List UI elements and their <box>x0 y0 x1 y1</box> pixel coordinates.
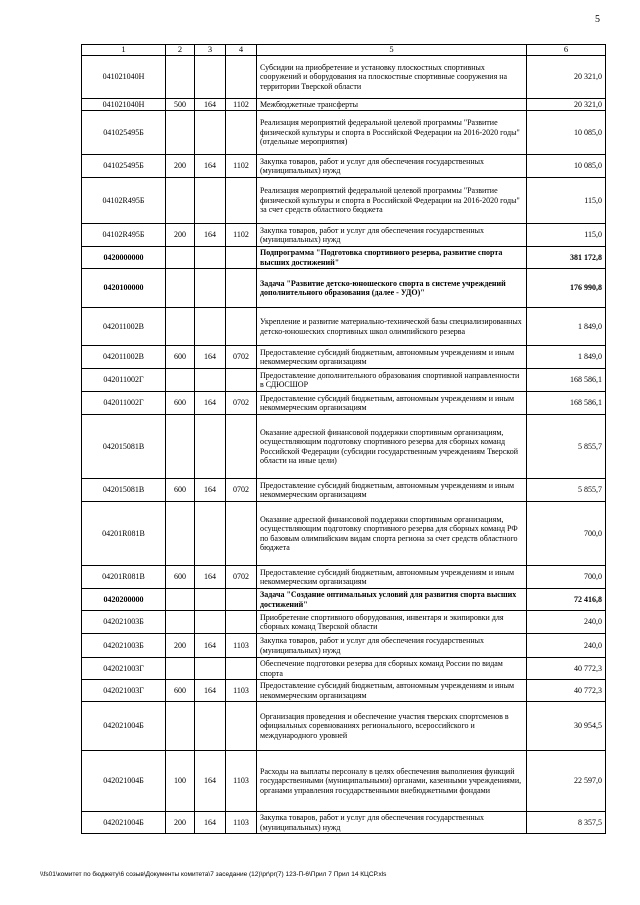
row-col4-cell: 1103 <box>226 812 257 834</box>
row-col3-cell: 164 <box>195 346 226 369</box>
row-col4-cell <box>226 178 257 224</box>
row-col2-cell: 100 <box>166 751 195 812</box>
row-amount-cell: 240,0 <box>527 611 606 634</box>
row-col3-cell: 164 <box>195 680 226 702</box>
row-name-cell: Закупка товаров, работ и услуг для обеспечения государственных (муниципальных) нужд <box>257 155 527 178</box>
table-row <box>82 178 606 224</box>
row-name-cell: Предоставление субсидий бюджетным, автономным учреждениям и иным некоммерческим организациям <box>257 566 527 589</box>
row-col2-cell: 600 <box>166 566 195 589</box>
row-col4-cell <box>226 415 257 479</box>
row-code-cell: 042011002В <box>82 346 166 369</box>
row-code-cell: 041025495Б <box>82 111 166 155</box>
table-row <box>82 99 606 111</box>
table-row <box>82 751 606 812</box>
row-col4-cell <box>226 56 257 99</box>
row-col4-cell <box>226 502 257 566</box>
table-row <box>82 566 606 589</box>
row-code-cell: 041021040Н <box>82 99 166 111</box>
row-name-cell: Реализация мероприятий федеральной целевой программы "Развитие физической культуры и спорта в Российской Федерации на 2016-2020 годы" за счет средств областного бюджета <box>257 178 527 224</box>
row-name-cell: Предоставление субсидий бюджетным, автономным учреждениям и иным некоммерческим организациям <box>257 680 527 702</box>
budget-table <box>81 44 606 834</box>
row-amount-cell: 1 849,0 <box>527 346 606 369</box>
row-col2-cell: 200 <box>166 812 195 834</box>
row-name-cell: Предоставление субсидий бюджетным, автономным учреждениям и иным некоммерческим организациям <box>257 346 527 369</box>
table-row <box>82 415 606 479</box>
row-code-cell: 042021004Б <box>82 812 166 834</box>
table-row <box>82 589 606 611</box>
row-name-cell: Закупка товаров, работ и услуг для обеспечения государственных (муниципальных) нужд <box>257 812 527 834</box>
row-col3-cell: 164 <box>195 155 226 178</box>
row-col4-cell: 1102 <box>226 155 257 178</box>
row-code-cell: 042021003Б <box>82 634 166 658</box>
row-name-cell: Межбюджетные трансферты <box>257 99 527 111</box>
row-col2-cell <box>166 415 195 479</box>
page-number: 5 <box>595 14 600 25</box>
row-code-cell: 042021004Б <box>82 751 166 812</box>
row-col4-cell: 0702 <box>226 479 257 502</box>
row-col3-cell: 164 <box>195 566 226 589</box>
row-amount-cell: 40 772,3 <box>527 658 606 680</box>
row-name-cell: Задача "Развитие детско-юношеского спорта в системе учреждений дополнительного образования (далее - УДО)" <box>257 269 527 308</box>
row-code-cell: 0420200000 <box>82 589 166 611</box>
row-code-cell: 04102R495Б <box>82 224 166 247</box>
file-path-footer: \\fs01\комитет по бюджету\6 созыв\Документы комитета\7 заседание (12)\pr\pr(7) 123-П-6\Прил 7 Прил 14 КЦСР.xls <box>40 871 387 878</box>
row-col3-cell: 164 <box>195 812 226 834</box>
row-col2-cell <box>166 611 195 634</box>
row-name-cell: Предоставление субсидий бюджетным, автономным учреждениям и иным некоммерческим организациям <box>257 479 527 502</box>
row-col2-cell <box>166 308 195 346</box>
table-header-row <box>82 45 606 56</box>
row-col4-cell <box>226 369 257 392</box>
row-col3-cell <box>195 269 226 308</box>
row-code-cell: 04201R081В <box>82 502 166 566</box>
row-code-cell: 042021003Б <box>82 611 166 634</box>
row-code-cell: 042011002Г <box>82 392 166 415</box>
row-name-cell: Обеспечение подготовки резерва для сборных команд России по видам спорта <box>257 658 527 680</box>
row-code-cell: 04102R495Б <box>82 178 166 224</box>
header-col-2: 2 <box>166 45 195 56</box>
row-amount-cell: 20 321,0 <box>527 99 606 111</box>
header-col-1: 1 <box>82 45 166 56</box>
row-col4-cell: 1103 <box>226 680 257 702</box>
row-col2-cell <box>166 658 195 680</box>
row-name-cell: Реализация мероприятий федеральной целевой программы "Развитие физической культуры и спорта в Российской Федерации на 2016-2020 годы" (отдельные мероприятия) <box>257 111 527 155</box>
row-amount-cell: 5 855,7 <box>527 415 606 479</box>
row-col4-cell <box>226 702 257 751</box>
row-col3-cell <box>195 247 226 269</box>
row-col2-cell <box>166 178 195 224</box>
row-amount-cell: 20 321,0 <box>527 56 606 99</box>
row-col4-cell: 1102 <box>226 224 257 247</box>
row-code-cell: 042011002В <box>82 308 166 346</box>
row-col3-cell <box>195 56 226 99</box>
row-amount-cell: 115,0 <box>527 178 606 224</box>
row-name-cell: Оказание адресной финансовой поддержки спортивным организациям, осуществляющим подготовку спортивного резерва для сборных команд РФ по базовым олимпийским видам спорта региона за счет средств областного бюджета <box>257 502 527 566</box>
row-col2-cell <box>166 589 195 611</box>
row-name-cell: Укрепление и развитие материально-технической базы специализированных детско-юношеских спортивных школ олимпийского резерва <box>257 308 527 346</box>
row-amount-cell: 5 855,7 <box>527 479 606 502</box>
row-col2-cell <box>166 502 195 566</box>
row-name-cell: Оказание адресной финансовой поддержки спортивным организациям, осуществляющим подготовку спортивного резерва для сборных команд Российской Федерации (субсидии государственным учреждениям Тверской области на иные цели) <box>257 415 527 479</box>
row-col4-cell: 0702 <box>226 566 257 589</box>
table-row <box>82 658 606 680</box>
row-col3-cell <box>195 702 226 751</box>
row-code-cell: 0420100000 <box>82 269 166 308</box>
row-name-cell: Закупка товаров, работ и услуг для обеспечения государственных (муниципальных) нужд <box>257 634 527 658</box>
row-amount-cell: 22 597,0 <box>527 751 606 812</box>
row-code-cell: 042021003Г <box>82 658 166 680</box>
row-name-cell: Приобретение спортивного оборудования, инвентаря и экипировки для сборных команд Тверской области <box>257 611 527 634</box>
row-col2-cell: 600 <box>166 680 195 702</box>
row-col4-cell <box>226 247 257 269</box>
row-col3-cell: 164 <box>195 99 226 111</box>
row-amount-cell: 115,0 <box>527 224 606 247</box>
row-col2-cell: 600 <box>166 392 195 415</box>
row-col3-cell: 164 <box>195 479 226 502</box>
table-row <box>82 502 606 566</box>
row-col2-cell: 500 <box>166 99 195 111</box>
row-code-cell: 042021003Г <box>82 680 166 702</box>
table-row <box>82 479 606 502</box>
row-code-cell: 0420000000 <box>82 247 166 269</box>
row-col4-cell <box>226 589 257 611</box>
table-row <box>82 634 606 658</box>
row-code-cell: 042015081В <box>82 415 166 479</box>
row-col4-cell <box>226 611 257 634</box>
row-col4-cell: 1102 <box>226 99 257 111</box>
row-col4-cell <box>226 308 257 346</box>
table-row <box>82 680 606 702</box>
header-col-5: 5 <box>257 45 527 56</box>
row-col2-cell: 200 <box>166 155 195 178</box>
row-amount-cell: 1 849,0 <box>527 308 606 346</box>
row-col3-cell <box>195 611 226 634</box>
row-col3-cell <box>195 308 226 346</box>
row-name-cell: Организация проведения и обеспечение участия тверских спортсменов в официальных соревнованиях регионального, всероссийского и международного уровней <box>257 702 527 751</box>
row-amount-cell: 700,0 <box>527 502 606 566</box>
row-col2-cell: 600 <box>166 479 195 502</box>
row-col2-cell <box>166 56 195 99</box>
row-col4-cell: 1103 <box>226 634 257 658</box>
row-code-cell: 042021004Б <box>82 702 166 751</box>
row-col4-cell: 1103 <box>226 751 257 812</box>
row-amount-cell: 168 586,1 <box>527 392 606 415</box>
row-amount-cell: 700,0 <box>527 566 606 589</box>
row-name-cell: Субсидии на приобретение и установку плоскостных спортивных сооружений и оборудования на плоскостные спортивные сооружения на территории Тверской области <box>257 56 527 99</box>
row-name-cell: Предоставление дополнительного образования спортивной направленности в СДЮСШОР <box>257 369 527 392</box>
table-row <box>82 224 606 247</box>
table-row <box>82 611 606 634</box>
row-col3-cell: 164 <box>195 634 226 658</box>
row-name-cell: Предоставление субсидий бюджетным, автономным учреждениям и иным некоммерческим организациям <box>257 392 527 415</box>
table-row <box>82 369 606 392</box>
row-name-cell: Подпрограмма "Подготовка спортивного резерва, развитие спорта высших достижений" <box>257 247 527 269</box>
row-amount-cell: 40 772,3 <box>527 680 606 702</box>
row-col3-cell: 164 <box>195 392 226 415</box>
row-col3-cell <box>195 589 226 611</box>
row-col4-cell <box>226 111 257 155</box>
row-col2-cell: 200 <box>166 224 195 247</box>
table-row <box>82 247 606 269</box>
row-col2-cell <box>166 269 195 308</box>
row-code-cell: 04201R081В <box>82 566 166 589</box>
row-code-cell: 041021040Н <box>82 56 166 99</box>
row-amount-cell: 72 416,8 <box>527 589 606 611</box>
row-name-cell: Закупка товаров, работ и услуг для обеспечения государственных (муниципальных) нужд <box>257 224 527 247</box>
row-amount-cell: 10 085,0 <box>527 111 606 155</box>
row-name-cell: Задача "Создание оптимальных условий для развития спорта высших достижений" <box>257 589 527 611</box>
row-amount-cell: 10 085,0 <box>527 155 606 178</box>
table-row <box>82 392 606 415</box>
row-col3-cell <box>195 502 226 566</box>
row-col4-cell <box>226 658 257 680</box>
row-col3-cell <box>195 415 226 479</box>
row-col2-cell: 600 <box>166 346 195 369</box>
row-code-cell: 042011002Г <box>82 369 166 392</box>
table-row <box>82 812 606 834</box>
row-code-cell: 041025495Б <box>82 155 166 178</box>
header-col-6: 6 <box>527 45 606 56</box>
row-name-cell: Расходы на выплаты персоналу в целях обеспечения выполнения функций государственными (муниципальными) органами, казенными учреждениями, органами управления государственными внебюджетными фондами <box>257 751 527 812</box>
row-amount-cell: 240,0 <box>527 634 606 658</box>
row-col4-cell: 0702 <box>226 392 257 415</box>
row-col3-cell: 164 <box>195 751 226 812</box>
row-col2-cell <box>166 702 195 751</box>
row-col2-cell <box>166 247 195 269</box>
table-body <box>82 56 606 834</box>
row-col4-cell: 0702 <box>226 346 257 369</box>
row-amount-cell: 168 586,1 <box>527 369 606 392</box>
table-row <box>82 155 606 178</box>
row-amount-cell: 8 357,5 <box>527 812 606 834</box>
header-col-3: 3 <box>195 45 226 56</box>
row-amount-cell: 30 954,5 <box>527 702 606 751</box>
row-col3-cell <box>195 658 226 680</box>
row-col4-cell <box>226 269 257 308</box>
table-row <box>82 111 606 155</box>
row-code-cell: 042015081В <box>82 479 166 502</box>
table-row <box>82 56 606 99</box>
row-col2-cell <box>166 369 195 392</box>
header-col-4: 4 <box>226 45 257 56</box>
row-col2-cell <box>166 111 195 155</box>
table-row <box>82 346 606 369</box>
row-col2-cell: 200 <box>166 634 195 658</box>
table-row <box>82 269 606 308</box>
row-col3-cell <box>195 111 226 155</box>
row-col3-cell: 164 <box>195 224 226 247</box>
row-amount-cell: 381 172,8 <box>527 247 606 269</box>
row-amount-cell: 176 990,8 <box>527 269 606 308</box>
table-row <box>82 702 606 751</box>
row-col3-cell <box>195 178 226 224</box>
table-row <box>82 308 606 346</box>
row-col3-cell <box>195 369 226 392</box>
